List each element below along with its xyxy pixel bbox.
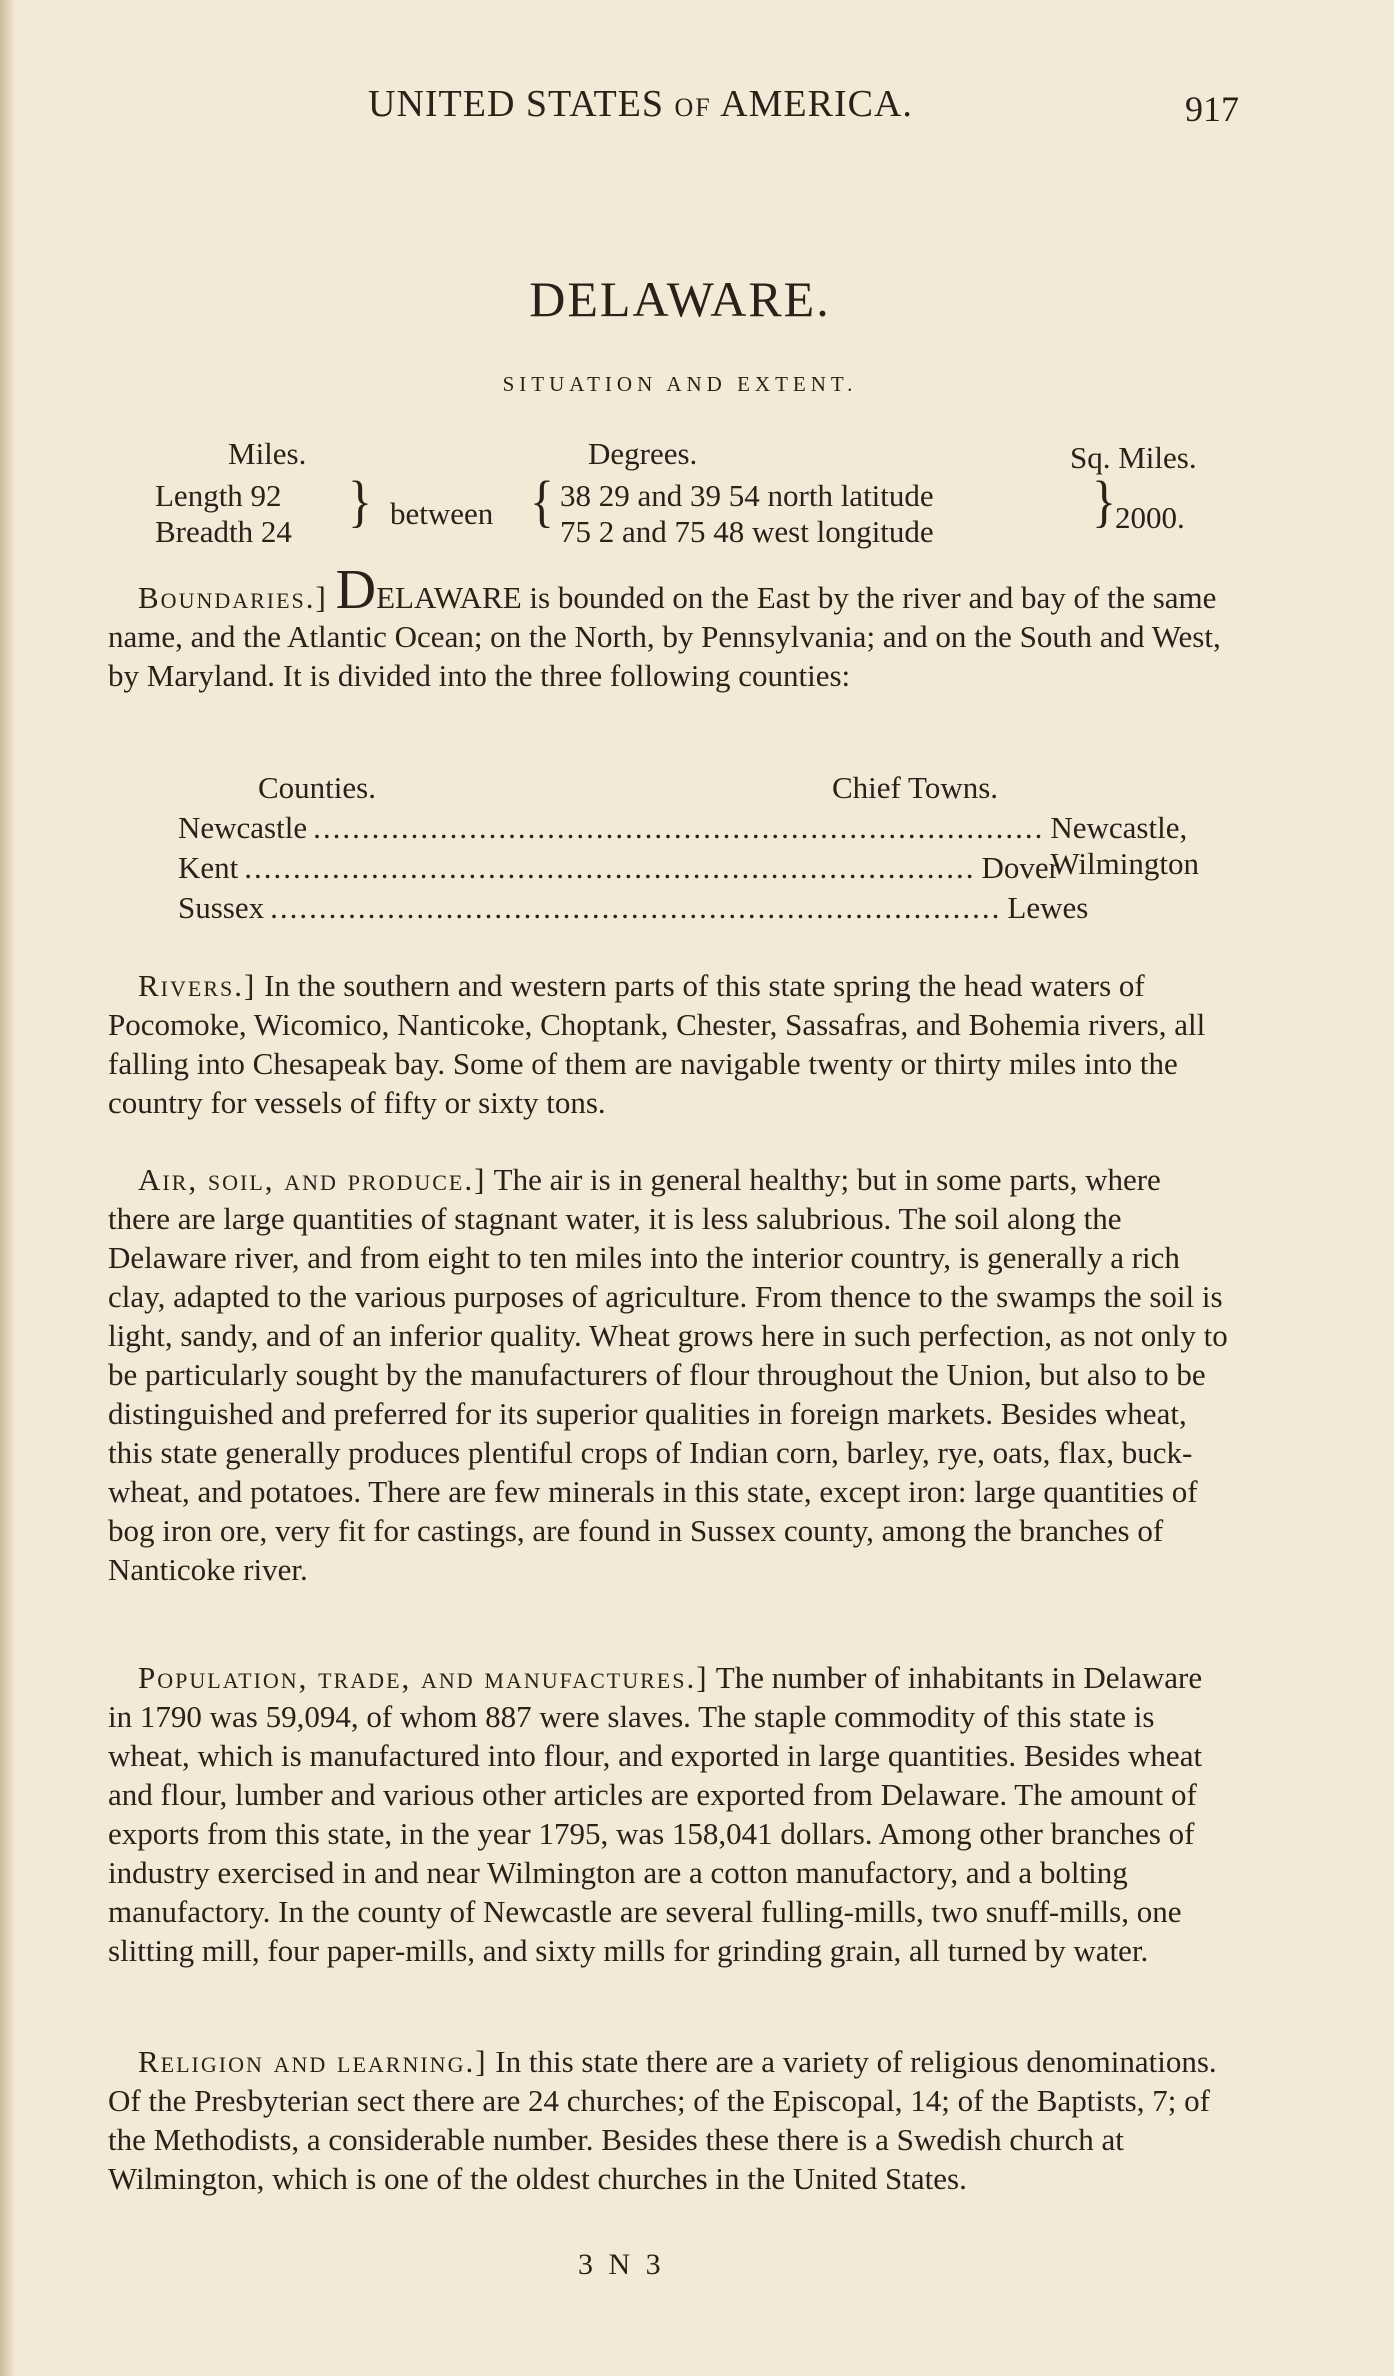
counties-col-header: Counties.: [258, 770, 376, 805]
running-head-of: OF: [674, 93, 712, 122]
running-head: [368, 82, 913, 126]
extent-col-sq-miles: Sq. Miles.: [1070, 440, 1197, 475]
county-name: Kent: [178, 850, 239, 885]
county-town: Dover: [981, 850, 1059, 885]
air-heading: Air, soil, and produce.]: [138, 1162, 487, 1197]
paragraph-religion: [108, 2042, 1228, 2198]
leader-dots: ...........................................................................: [244, 850, 976, 885]
air-text: The air is in general healthy; but in some parts, where there are large quantities of stagnant water, it is less salubrious. The soil along the Delaware river, and from eight to ten miles into the interior country, is generally a rich clay, adapted to the various purposes of agriculture. From thence to the swamps the soil is light, sandy, and of an inferior quality. Wheat grows here in such perfection, as not only to be particularly sought by the manufacturers of flour throughout the Union, but also to be distinguished and preferred for its superior qualities in foreign markets. Besides wheat, this state generally produces plentiful crops of Indian corn, barley, rye, oats, flax, buck-wheat, and potatoes. There are few minerals in this state, except iron: large quantities of bog iron ore, very fit for castings, are found in Sussex county, among the branches of Nanticoke river.: [108, 1162, 1228, 1587]
boundaries-heading: Boundaries.]: [138, 580, 328, 615]
page-title: DELAWARE.: [529, 271, 831, 327]
county-row: [178, 850, 1153, 886]
county-name: Sussex: [178, 890, 265, 925]
running-head-text: UNITED STATES: [368, 83, 675, 125]
extent-latitude: 38 29 and 39 54 north latitude: [560, 478, 934, 513]
extent-length: Length 92: [155, 478, 282, 513]
rivers-heading: Rivers.]: [138, 968, 257, 1003]
paragraph-rivers: [108, 966, 1228, 1122]
page-binding-edge: [0, 0, 14, 2376]
rivers-text: In the southern and western parts of this state spring the head waters of Pocomoke, Wicomico, Nanticoke, Choptank, Chester, Sassafras, and Bohemia rivers, all falling into Chesapeak bay. Some of them are navigable twenty or thirty miles into the country for vessels of fifty or sixty tons.: [108, 968, 1206, 1120]
section-subtitle: SITUATION AND EXTENT.: [502, 372, 858, 396]
extent-col-degrees: Degrees.: [588, 436, 698, 471]
leader-dots: ...........................................................................: [313, 810, 1045, 845]
population-heading: Population, trade, and manufactures.]: [138, 1660, 709, 1695]
paragraph-air-soil-produce: [108, 1160, 1228, 1589]
towns-col-header: Chief Towns.: [832, 770, 999, 805]
county-town: Lewes: [1007, 890, 1089, 925]
leader-dots: ...........................................................................: [270, 890, 1002, 925]
county-name: Newcastle: [178, 810, 308, 845]
running-head-text-end: AMERICA.: [711, 83, 913, 125]
extent-brace-left: }: [348, 468, 372, 534]
extent-brace-right: }: [1092, 468, 1116, 534]
religion-text: In this state there are a variety of religious denominations. Of the Presbyterian sect there are 24 churches; of the Episcopal, 14; of the Baptists, 7; of the Methodists, a considerable number. Besides these there is a Swedish church at Wilmington, which is one of the oldest churches in the United States.: [108, 2044, 1217, 2196]
county-town: Newcastle, Wilmington: [1050, 810, 1199, 881]
extent-brace-mid: {: [530, 468, 554, 534]
religion-heading: Religion and learning.]: [138, 2044, 488, 2079]
population-text: The number of inhabitants in Delaware in 1790 was 59,094, of whom 887 were slaves. The staple commodity of this state is wheat, which is manufactured into flour, and exported in large quantities. Besides wheat and flour, lumber and various other articles are exported from Delaware. The amount of exports from this state, in the year 1795, was 158,041 dollars. Among other branches of industry exercised in and near Wilmington are a cotton manufactory, and a bolting manufactory. In the county of Newcastle are several fulling-mills, two snuff-mills, one slitting mill, four paper-mills, and sixty mills for grinding grain, all turned by water.: [108, 1660, 1203, 1968]
page-number: 917: [1185, 89, 1239, 129]
extent-longitude: 75 2 and 75 48 west longitude: [560, 514, 934, 549]
extent-sq-miles-value: 2000.: [1115, 500, 1185, 535]
paragraph-boundaries: [108, 559, 1228, 695]
boundaries-text: ELAWARE is bounded on the East by the river and bay of the same name, and the Atlantic Ocean; on the North, by Pennsylvania; and on the South and West, by Maryland. It is divided into the three following counties:: [108, 580, 1221, 693]
paragraph-population: [108, 1658, 1228, 1970]
extent-breadth: Breadth 24: [155, 514, 292, 549]
signature-mark: 3 N 3: [578, 2248, 665, 2281]
county-row: [178, 890, 1153, 926]
extent-col-miles: Miles.: [228, 436, 307, 471]
drop-letter: D: [335, 559, 377, 621]
extent-between: between: [390, 496, 494, 531]
